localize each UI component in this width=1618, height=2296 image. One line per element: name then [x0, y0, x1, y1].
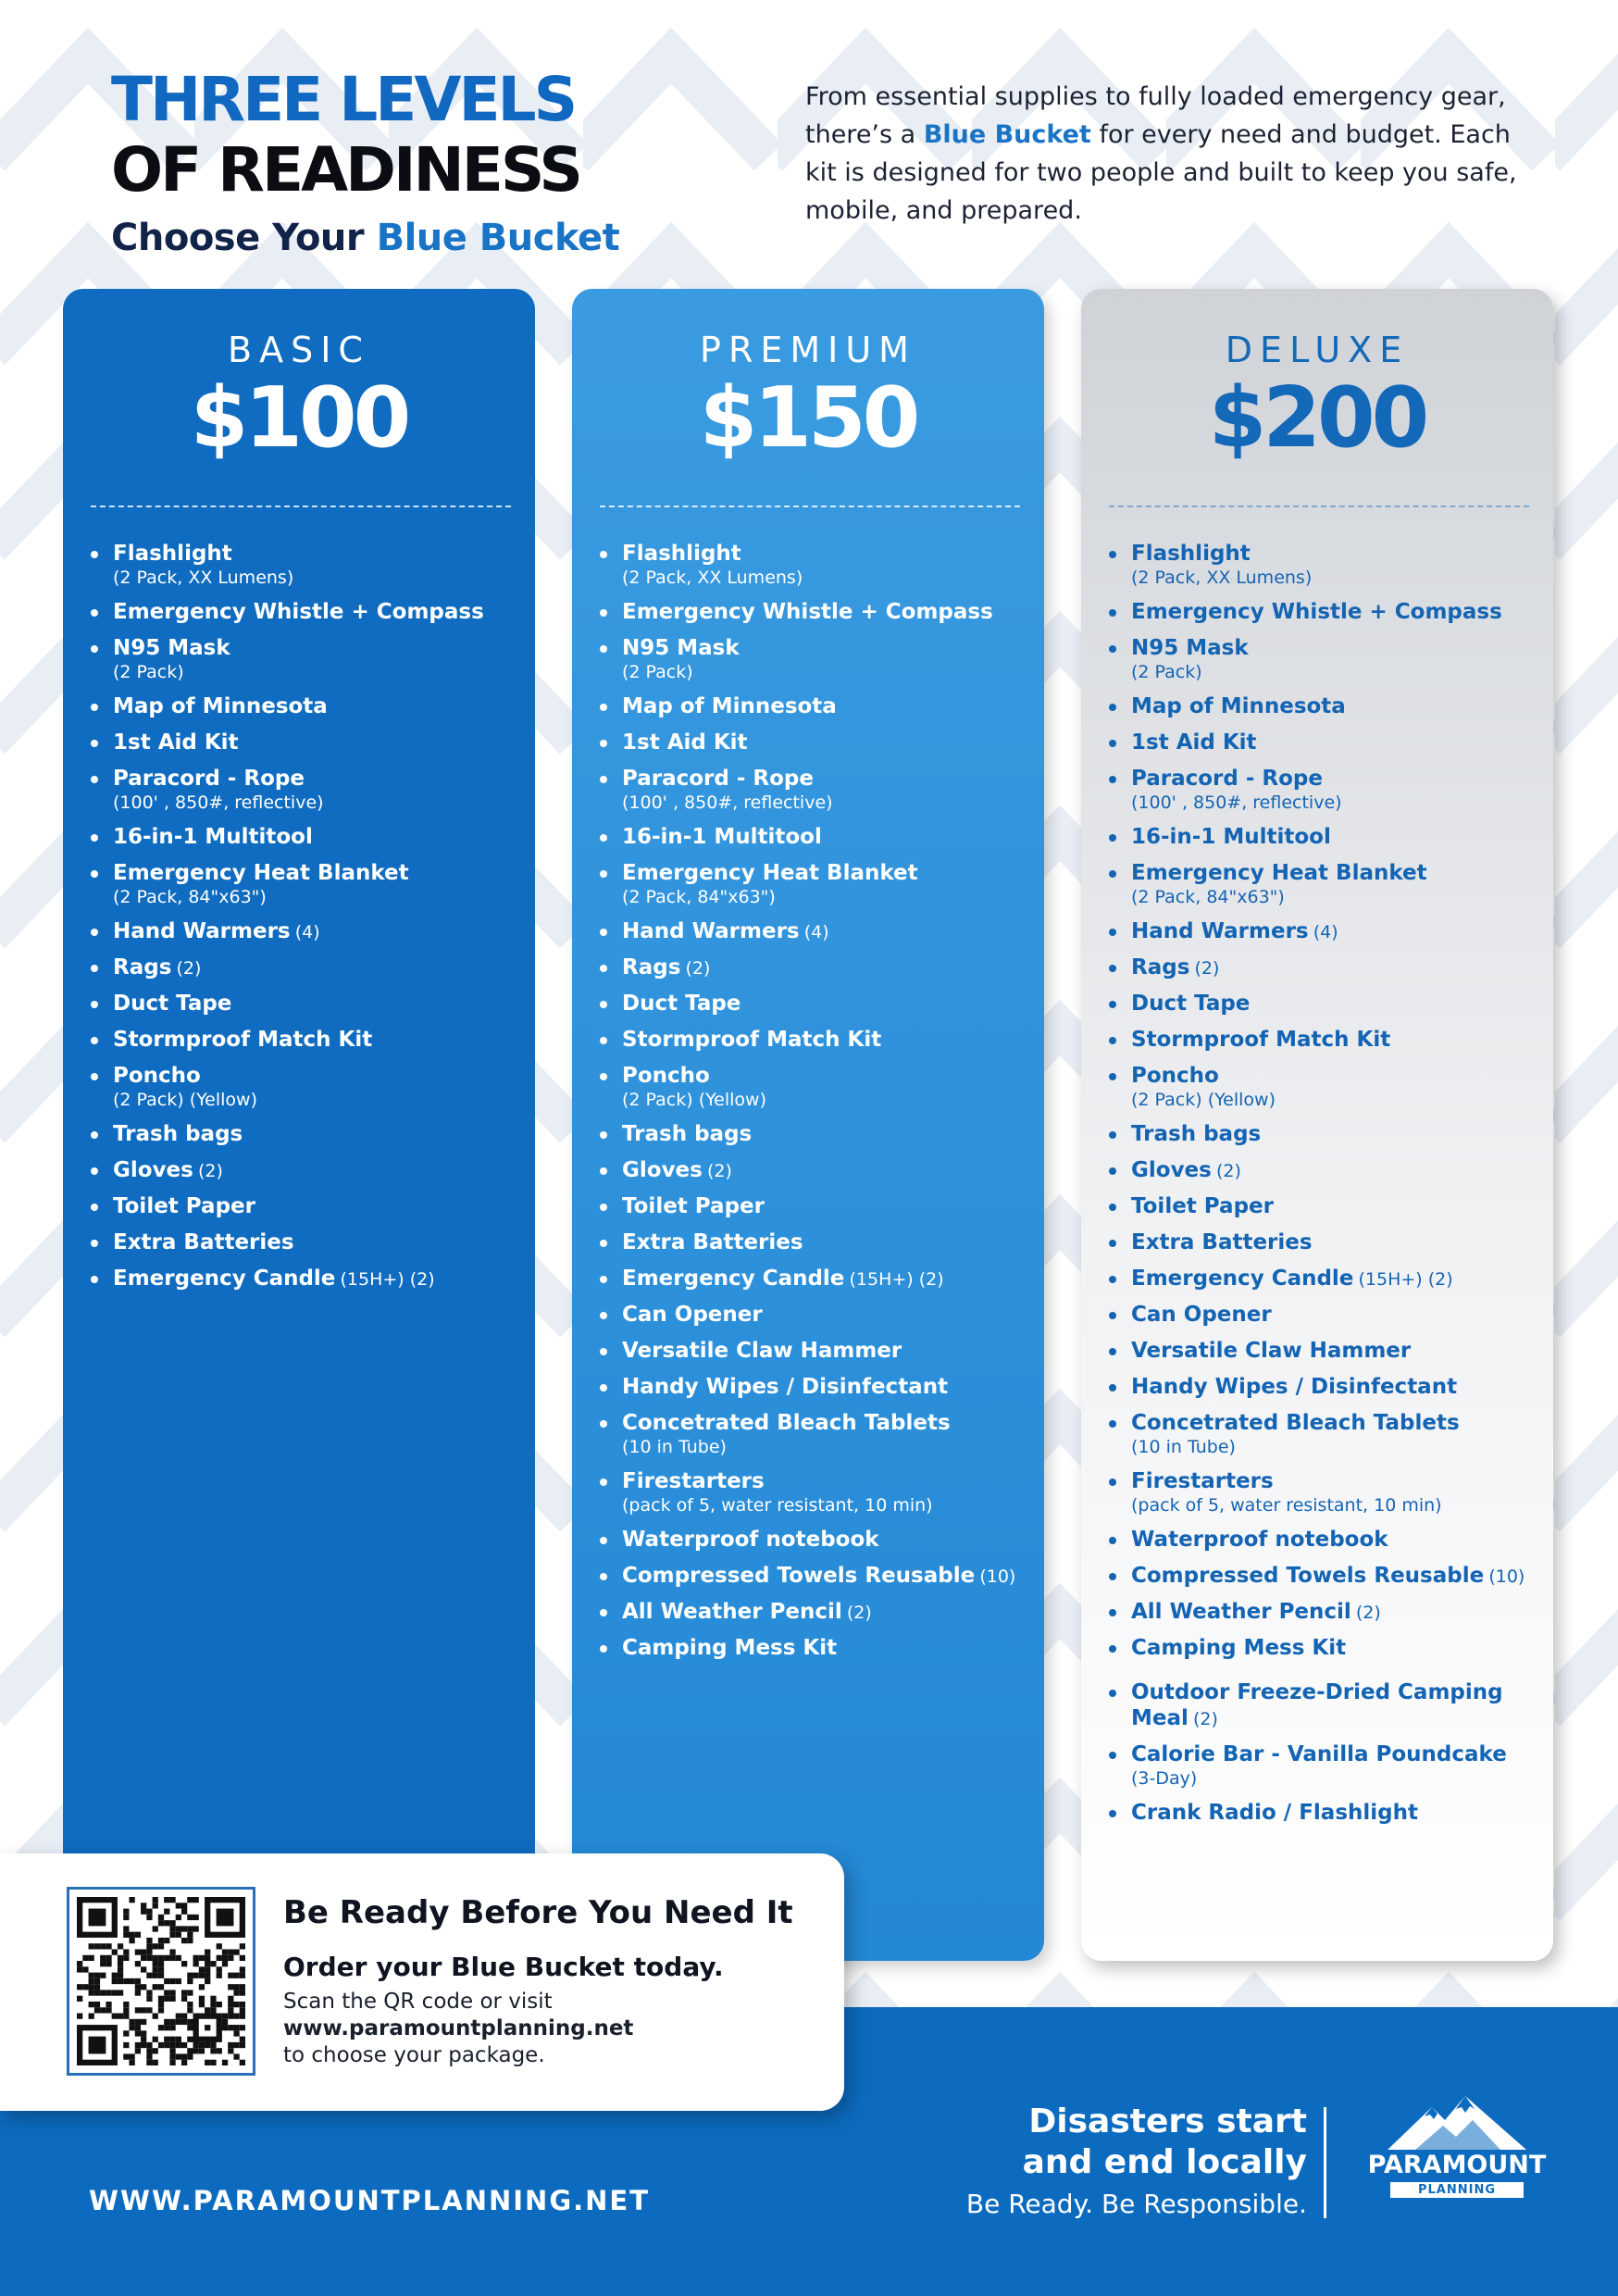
item-note: (2 Pack) (Yellow): [1131, 1090, 1276, 1110]
item-quantity: (4): [1313, 922, 1338, 942]
item-note: (pack of 5, water resistant, 10 min): [622, 1495, 933, 1516]
item-quantity: (2): [1193, 1709, 1218, 1729]
list-item: [1131, 1527, 1546, 1553]
item-note: (100' , 850#, reflective): [622, 792, 833, 813]
item-name: Compressed Towels Reusable: [622, 1564, 976, 1588]
item-name: Can Opener: [622, 1303, 763, 1327]
list-item: [113, 635, 528, 683]
tier-price: $100: [190, 369, 408, 467]
item-name: Emergency Candle: [622, 1267, 845, 1291]
list-item: [622, 991, 1037, 1017]
item-name: Poncho: [113, 1064, 201, 1088]
item-quantity: (2): [1215, 1161, 1241, 1181]
item-name: Can Opener: [1131, 1303, 1272, 1327]
list-item: [1131, 860, 1546, 908]
item-name: Rags: [1131, 955, 1190, 980]
list-item: [1131, 1229, 1546, 1255]
item-note: (10 in Tube): [622, 1437, 727, 1457]
item-name: Map of Minnesota: [1131, 694, 1346, 718]
item-name: 1st Aid Kit: [1131, 730, 1257, 755]
list-item: [622, 1266, 1037, 1292]
item-name: Emergency Heat Blanket: [622, 861, 918, 885]
item-note: (100' , 850#, reflective): [1131, 792, 1342, 813]
item-name: Firestarters: [1131, 1469, 1274, 1493]
list-item: [1131, 1193, 1546, 1219]
cta-subtitle: Order your Blue Bucket today.: [283, 1952, 724, 1982]
list-item: [1131, 991, 1546, 1017]
item-name: Toilet Paper: [622, 1194, 765, 1218]
list-item: [622, 766, 1037, 814]
headline-line-2: OF READINESS: [111, 134, 580, 206]
item-name: Concetrated Bleach Tablets: [622, 1411, 951, 1435]
package-card-deluxe: [1081, 289, 1553, 1961]
cta-text: [283, 1989, 802, 2069]
package-card-premium: [572, 289, 1044, 1961]
mountain-icon: [1388, 2094, 1526, 2152]
item-name: Flashlight: [1131, 542, 1251, 566]
item-quantity: (2): [1194, 958, 1220, 979]
item-note: (2 Pack): [1131, 662, 1202, 682]
item-name: Stormproof Match Kit: [622, 1028, 882, 1052]
item-name: Stormproof Match Kit: [113, 1028, 373, 1052]
list-item: [1131, 541, 1546, 589]
cta-line-2: to choose your package.: [283, 2043, 545, 2067]
item-note: (2 Pack): [622, 662, 693, 682]
item-note: (2 Pack, XX Lumens): [1131, 568, 1313, 588]
item-quantity: (15H+) (2): [340, 1269, 435, 1290]
item-note: (10 in Tube): [1131, 1437, 1236, 1457]
item-note: (2 Pack): [113, 662, 184, 682]
item-name: Versatile Claw Hammer: [1131, 1339, 1412, 1363]
list-item: [1131, 635, 1546, 683]
item-quantity: (2): [197, 1161, 223, 1181]
item-name: Compressed Towels Reusable: [1131, 1564, 1485, 1588]
logo-wordmark: PARAMOUNT: [1367, 2151, 1547, 2179]
list-item: [622, 1410, 1037, 1458]
item-name: Camping Mess Kit: [622, 1636, 838, 1660]
list-item: [622, 1302, 1037, 1328]
list-item: [622, 1374, 1037, 1400]
list-item: [1131, 1635, 1546, 1661]
item-name: Crank Radio / Flashlight: [1131, 1801, 1418, 1825]
item-name: Duct Tape: [622, 992, 741, 1016]
intro-part-1: From essential supplies to fully loaded emergency gear, there’s a: [805, 82, 1506, 149]
list-item: [1131, 1063, 1546, 1111]
list-item: [622, 730, 1037, 755]
list-item: [622, 1563, 1037, 1589]
list-item: [1131, 1121, 1546, 1147]
header-block: [111, 65, 703, 259]
list-item: [113, 599, 528, 625]
list-item: [1131, 693, 1546, 719]
item-name: Poncho: [622, 1064, 710, 1088]
item-note: (2 Pack, 84"x63"): [1131, 887, 1285, 907]
item-name: Duct Tape: [113, 992, 232, 1016]
list-item: [113, 824, 528, 850]
item-name: 1st Aid Kit: [113, 730, 239, 755]
tier-name: DELUXE: [1225, 330, 1410, 370]
item-quantity: (10): [1488, 1566, 1525, 1587]
intro-text: [805, 78, 1527, 230]
item-name: Toilet Paper: [113, 1194, 255, 1218]
cta-url-link[interactable]: www.paramountplanning.net: [283, 2016, 634, 2040]
list-item: [1131, 1800, 1546, 1826]
item-name: Waterproof notebook: [622, 1528, 879, 1552]
item-quantity: (4): [803, 922, 829, 942]
logo-divider: [1324, 2107, 1326, 2218]
item-name: Paracord - Rope: [113, 767, 305, 791]
item-name: Hand Warmers: [1131, 919, 1309, 943]
item-name: Firestarters: [622, 1469, 765, 1493]
item-name: Emergency Candle: [1131, 1267, 1354, 1291]
list-item: [622, 1193, 1037, 1219]
item-name: Camping Mess Kit: [1131, 1636, 1347, 1660]
list-item: [622, 918, 1037, 944]
item-list: [1081, 541, 1553, 1826]
list-item: [622, 1635, 1037, 1661]
qr-code-graphic: [77, 1897, 245, 2065]
item-name: Outdoor Freeze-Dried Camping Meal: [1131, 1680, 1503, 1730]
list-item: [622, 693, 1037, 719]
tier-price: $200: [1208, 369, 1426, 467]
list-item: [1131, 824, 1546, 850]
item-name: N95 Mask: [622, 636, 740, 660]
list-item: [1131, 1027, 1546, 1053]
dashed-divider: [600, 505, 1020, 507]
item-name: Extra Batteries: [1131, 1230, 1313, 1254]
list-item: [113, 991, 528, 1017]
item-name: Emergency Heat Blanket: [113, 861, 409, 885]
list-item: [1131, 1338, 1546, 1364]
list-item: [1131, 918, 1546, 944]
list-item: [622, 1527, 1037, 1553]
item-name: Emergency Whistle + Compass: [1131, 600, 1502, 624]
item-note: (3-Day): [1131, 1768, 1198, 1789]
item-name: Gloves: [113, 1158, 193, 1182]
list-item: [113, 730, 528, 755]
item-name: Emergency Whistle + Compass: [113, 600, 484, 624]
dashed-divider: [91, 505, 511, 507]
intro-part-2: for every need and budget. Each kit is designed for two people and built to keep you safe, mobile, and prepared.: [805, 120, 1517, 225]
list-item: [1131, 1266, 1546, 1292]
item-name: Concetrated Bleach Tablets: [1131, 1411, 1460, 1435]
item-name: Extra Batteries: [113, 1230, 294, 1254]
list-item: [113, 1157, 528, 1183]
item-name: 16-in-1 Multitool: [622, 825, 822, 849]
list-item: [622, 1121, 1037, 1147]
list-item: [113, 955, 528, 980]
cta-box: [0, 1853, 844, 2111]
item-name: Flashlight: [113, 542, 232, 566]
subhead-prefix: Choose Your: [111, 217, 365, 259]
item-quantity: (2): [846, 1603, 872, 1623]
logo-subtitle: PLANNING: [1390, 2182, 1524, 2198]
headline-line-1: THREE LEVELS: [111, 64, 576, 135]
item-name: 1st Aid Kit: [622, 730, 748, 755]
item-list: [63, 541, 535, 1292]
item-quantity: (4): [294, 922, 320, 942]
item-name: Hand Warmers: [113, 919, 291, 943]
item-name: Rags: [113, 955, 172, 980]
item-name: Flashlight: [622, 542, 741, 566]
paramount-logo: [1353, 2094, 1561, 2215]
list-item: [113, 918, 528, 944]
list-item: [622, 541, 1037, 589]
item-name: N95 Mask: [1131, 636, 1249, 660]
list-item: [1131, 1374, 1546, 1400]
list-item: [1131, 1679, 1546, 1731]
list-item: [1131, 1468, 1546, 1516]
list-item: [622, 1468, 1037, 1516]
list-item: [1131, 1410, 1546, 1458]
list-item: [1131, 730, 1546, 755]
item-name: 16-in-1 Multitool: [113, 825, 313, 849]
list-item: [113, 860, 528, 908]
list-item: [113, 693, 528, 719]
item-name: Emergency Heat Blanket: [1131, 861, 1427, 885]
item-name: Stormproof Match Kit: [1131, 1028, 1391, 1052]
item-quantity: (2): [176, 958, 202, 979]
tagline-line-3: Be Ready. Be Responsible.: [965, 2189, 1307, 2219]
item-quantity: (2): [1355, 1603, 1381, 1623]
item-name: Gloves: [1131, 1158, 1212, 1182]
item-name: Paracord - Rope: [622, 767, 814, 791]
dashed-divider: [1109, 505, 1529, 507]
item-name: Waterproof notebook: [1131, 1528, 1388, 1552]
footer-url-link[interactable]: WWW.PARAMOUNTPLANNING.NET: [89, 2185, 650, 2216]
cta-line-1: Scan the QR code or visit: [283, 1990, 553, 2014]
list-item: [113, 1121, 528, 1147]
list-item: [1131, 1741, 1546, 1790]
qr-code[interactable]: [67, 1887, 255, 2076]
item-name: All Weather Pencil: [1131, 1600, 1351, 1624]
tier-price: $150: [699, 369, 917, 467]
list-item: [622, 635, 1037, 683]
item-note: (2 Pack, 84"x63"): [622, 887, 776, 907]
tagline-line-1: Disasters start: [1028, 2103, 1307, 2140]
list-item: [113, 1063, 528, 1111]
tagline-line-2: and end locally: [1022, 2143, 1307, 2181]
item-name: Gloves: [622, 1158, 703, 1182]
item-name: Emergency Whistle + Compass: [622, 600, 993, 624]
list-item: [113, 1027, 528, 1053]
item-name: Map of Minnesota: [113, 694, 328, 718]
list-item: [113, 1229, 528, 1255]
item-note: (2 Pack, 84"x63"): [113, 887, 267, 907]
item-name: Poncho: [1131, 1064, 1219, 1088]
footer-tagline: [966, 2102, 1307, 2219]
list-item: [113, 1193, 528, 1219]
item-name: Handy Wipes / Disinfectant: [622, 1375, 949, 1399]
list-item: [1131, 1157, 1546, 1183]
item-quantity: (10): [979, 1566, 1016, 1587]
list-item: [622, 824, 1037, 850]
list-item: [622, 1027, 1037, 1053]
item-name: Extra Batteries: [622, 1230, 803, 1254]
item-name: N95 Mask: [113, 636, 230, 660]
item-name: Map of Minnesota: [622, 694, 837, 718]
intro-accent: Blue Bucket: [923, 120, 1091, 149]
list-item: [622, 1338, 1037, 1364]
item-note: (2 Pack) (Yellow): [113, 1090, 258, 1110]
list-item: [622, 599, 1037, 625]
item-name: Trash bags: [113, 1122, 243, 1146]
item-note: (pack of 5, water resistant, 10 min): [1131, 1495, 1442, 1516]
list-item: [113, 1266, 528, 1292]
cta-title: Be Ready Before You Need It: [283, 1894, 793, 1931]
item-note: (2 Pack, XX Lumens): [113, 568, 294, 588]
list-item: [622, 1599, 1037, 1625]
list-item: [1131, 766, 1546, 814]
item-list: [572, 541, 1044, 1661]
item-name: Handy Wipes / Disinfectant: [1131, 1375, 1458, 1399]
item-name: Paracord - Rope: [1131, 767, 1323, 791]
list-item: [622, 1157, 1037, 1183]
item-name: Calorie Bar - Vanilla Poundcake: [1131, 1742, 1507, 1766]
subhead: [111, 217, 703, 259]
item-name: All Weather Pencil: [622, 1600, 842, 1624]
item-name: Trash bags: [1131, 1122, 1262, 1146]
item-quantity: (15H+) (2): [1358, 1269, 1453, 1290]
item-name: Trash bags: [622, 1122, 753, 1146]
list-item: [622, 955, 1037, 980]
item-note: (2 Pack) (Yellow): [622, 1090, 767, 1110]
list-item: [622, 860, 1037, 908]
tier-name: BASIC: [228, 330, 370, 370]
subhead-accent: Blue Bucket: [376, 217, 620, 259]
item-quantity: (2): [685, 958, 711, 979]
item-note: (100' , 850#, reflective): [113, 792, 324, 813]
list-item: [1131, 599, 1546, 625]
list-item: [1131, 1599, 1546, 1625]
item-quantity: (15H+) (2): [849, 1269, 944, 1290]
item-name: Versatile Claw Hammer: [622, 1339, 902, 1363]
item-name: 16-in-1 Multitool: [1131, 825, 1331, 849]
tier-name: PREMIUM: [700, 330, 916, 370]
item-note: (2 Pack, XX Lumens): [622, 568, 803, 588]
list-item: [1131, 955, 1546, 980]
list-item: [622, 1063, 1037, 1111]
package-card-basic: [63, 289, 535, 1937]
item-name: Toilet Paper: [1131, 1194, 1274, 1218]
list-item: [1131, 1302, 1546, 1328]
item-quantity: (2): [706, 1161, 732, 1181]
list-item: [622, 1229, 1037, 1255]
list-item: [1131, 1563, 1546, 1589]
list-item: [113, 541, 528, 589]
item-name: Rags: [622, 955, 681, 980]
list-item: [113, 766, 528, 814]
item-name: Duct Tape: [1131, 992, 1251, 1016]
item-name: Hand Warmers: [622, 919, 800, 943]
item-name: Emergency Candle: [113, 1267, 336, 1291]
